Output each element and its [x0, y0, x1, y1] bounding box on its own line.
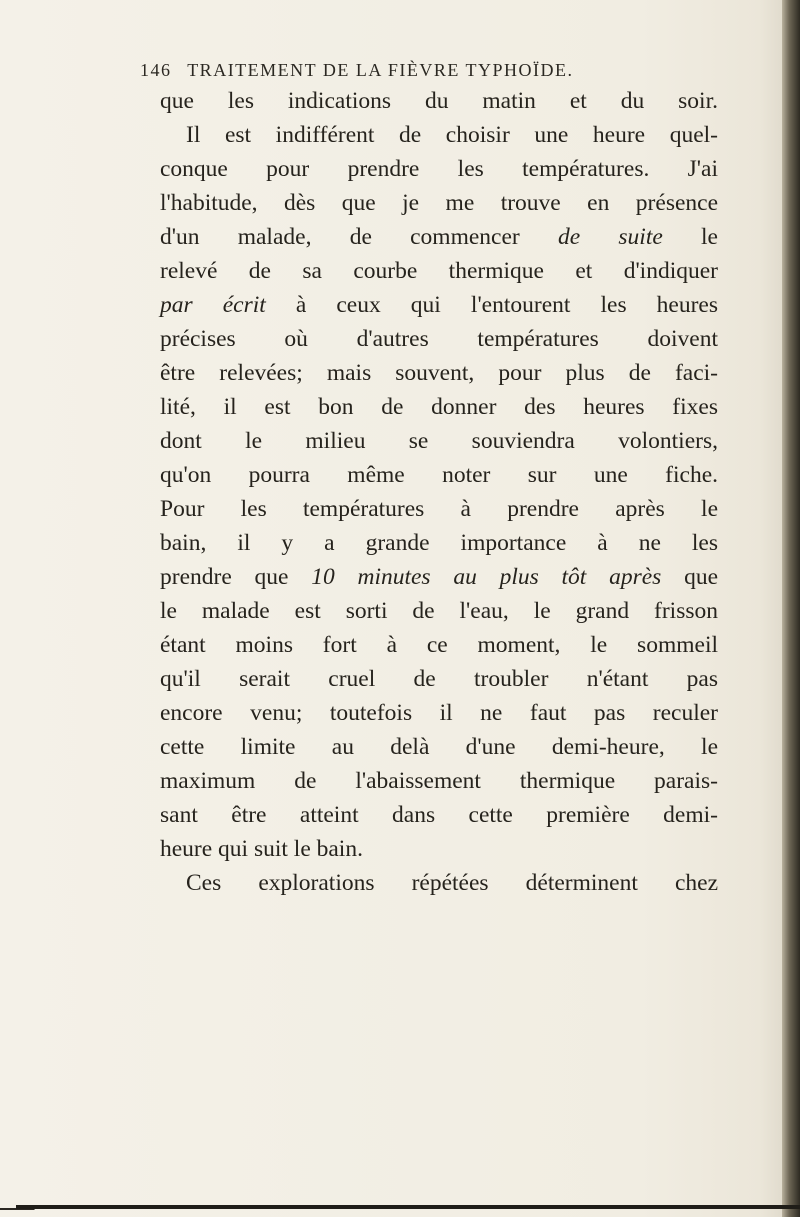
page-edge-shadow	[782, 0, 800, 1217]
text-line: dont le milieu se souviendra volontiers,	[160, 428, 718, 454]
italic-segment: de suite	[557, 224, 663, 250]
text-line: qu'il serait cruel de troubler n'étant pas	[160, 666, 718, 692]
text-line	[160, 288, 718, 322]
text-line: le malade est sorti de l'eau, le grand frisson	[160, 598, 718, 624]
italic-segment: par écrit	[160, 292, 266, 318]
text-line: l'habitude, dès que je me trouve en présence	[160, 190, 718, 216]
text-line: cette limite au delà d'une demi-heure, le	[160, 734, 718, 760]
text-line: qu'on pourra même noter sur une fiche.	[160, 462, 718, 488]
text-line: bain, il y a grande importance à ne les	[160, 530, 718, 556]
running-header	[140, 60, 700, 81]
body-text	[160, 84, 718, 900]
text-line: précises où d'autres températures doivent	[160, 326, 718, 352]
text-segment: à ceux qui l'entourent les heures	[265, 292, 719, 318]
text-line	[160, 560, 718, 594]
text-line: relevé de sa courbe thermique et d'indiquer	[160, 258, 718, 284]
text-segment: d'un malade, de commencer	[160, 224, 558, 250]
text-segment: prendre que	[160, 564, 312, 590]
text-line: Il est indifférent de choisir une heure quel-	[186, 122, 718, 148]
text-line: lité, il est bon de donner des heures fixes	[160, 394, 718, 420]
text-segment: que	[661, 564, 718, 590]
text-line: heure qui suit le bain.	[160, 836, 363, 862]
text-line: étant moins fort à ce moment, le sommeil	[160, 632, 718, 658]
running-title: TRAITEMENT DE LA FIÈVRE TYPHOÏDE.	[187, 60, 574, 80]
page-bottom-edge	[16, 1205, 800, 1209]
text-line: que les indications du matin et du soir.	[160, 88, 718, 114]
text-line: encore venu; toutefois il ne faut pas reculer	[160, 700, 718, 726]
text-line	[160, 220, 718, 254]
text-segment: le	[662, 224, 718, 250]
text-line: conque pour prendre les températures. J'ai	[160, 156, 718, 182]
text-line: Pour les températures à prendre après le	[160, 496, 718, 522]
page-number: 146	[140, 60, 172, 80]
italic-segment: 10 minutes au plus tôt après	[311, 564, 662, 590]
text-line: sant être atteint dans cette première demi-	[160, 802, 718, 828]
text-line: être relevées; mais souvent, pour plus de faci-	[160, 360, 718, 386]
text-line: maximum de l'abaissement thermique parais-	[160, 768, 718, 794]
text-line: Ces explorations répétées déterminent chez	[186, 870, 718, 896]
